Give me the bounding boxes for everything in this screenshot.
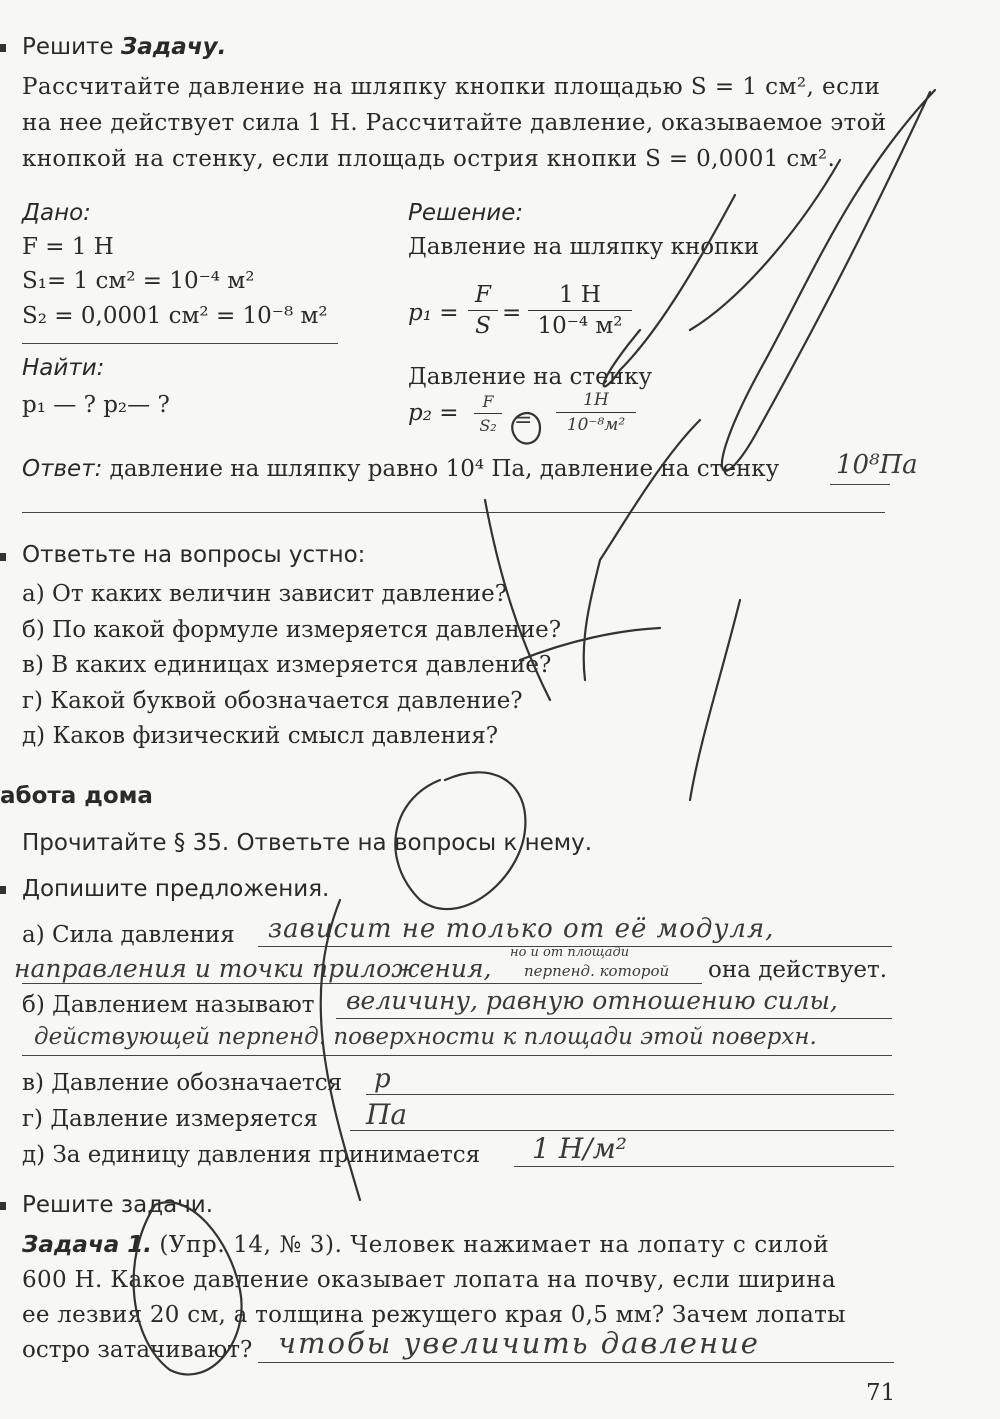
problems-heading: Решите задачи. — [22, 1192, 214, 1218]
sentence-v-handwritten: p — [374, 1064, 391, 1094]
scribble-stroke — [604, 195, 735, 386]
sentence-b-label: б) Давлением называют — [22, 992, 315, 1018]
problem1-line4: остро затачивают? — [22, 1337, 253, 1363]
problem1-handwritten: чтобы увеличить давление — [278, 1326, 760, 1360]
p2-caption: Давление на стенку — [408, 364, 652, 390]
scribble-stroke — [690, 160, 840, 330]
sentence-b-handwritten-1: величину, равную отношению силы, — [346, 986, 838, 1015]
find-label: Найти: — [22, 355, 105, 381]
sentence-v-label: в) Давление обозначается — [22, 1070, 343, 1096]
scribble-stroke — [134, 1202, 242, 1374]
sentence-b-handwritten-2: действующей перпенд. поверхности к площади этой поверхн. — [34, 1024, 817, 1050]
given-area1: S₁= 1 см² = 10⁻⁴ м² — [22, 268, 255, 294]
p2-handwritten-equals: = — [514, 408, 533, 433]
p1-formula-fraction: F S — [468, 282, 498, 339]
scribble-stroke — [520, 628, 660, 660]
sentence-a-handwritten-2: направления и точки приложения, — [14, 954, 492, 983]
homework-heading: абота дома — [0, 783, 153, 809]
solution-label: Решение: — [408, 200, 524, 226]
sentence-a-label: а) Сила давления — [22, 922, 235, 948]
scribble-stroke — [512, 413, 540, 443]
scribble-stroke — [485, 500, 550, 700]
sentence-a-handwritten-1: зависит не только от её модуля, — [268, 914, 775, 944]
problem1-line3: ее лезвия 20 см, а толщина режущего края 0,5 мм? Зачем лопаты — [22, 1302, 846, 1328]
sentence-d-handwritten: 1 Н/м² — [532, 1132, 628, 1165]
homework-read: Прочитайте § 35. Ответьте на вопросы к нему. — [22, 830, 593, 856]
scribble-stroke — [584, 420, 700, 680]
given-label: Дано: — [22, 200, 91, 226]
page-number: 71 — [866, 1380, 896, 1406]
p2-handwritten-value: 1Н 10⁻⁸м² — [556, 390, 636, 435]
task-text-line3: кнопкой на стенку, если площадь острия кнопки S = 0,0001 см². — [22, 146, 836, 172]
given-force: F = 1 Н — [22, 234, 114, 260]
oral-question: г) Какой буквой обозначается давление? — [22, 688, 523, 714]
answer-handwritten: 10⁸Па — [836, 450, 918, 480]
oral-heading: Ответьте на вопросы устно: — [22, 542, 366, 568]
p2-handwritten-formula: F S₂ — [474, 392, 502, 435]
task-text-line2: на нее действует сила 1 Н. Рассчитайте давление, оказываемое этой — [22, 110, 887, 136]
answer-row: Ответ: давление на шляпку равно 10⁴ Па, давление на стенку — [22, 456, 780, 482]
oral-question: в) В каких единицах измеряется давление? — [22, 652, 552, 678]
scribble-stroke — [395, 772, 525, 909]
task-text-line1: Рассчитайте давление на шляпку кнопки площадью S = 1 см², если — [22, 74, 881, 100]
scribble-stroke — [321, 900, 360, 1200]
sentence-d-label: д) За единицу давления принимается — [22, 1142, 481, 1168]
p1-lhs: p₁ = — [408, 300, 459, 326]
p1-value-fraction: 1 Н 10⁻⁴ м² — [528, 282, 632, 339]
oral-question: д) Каков физический смысл давления? — [22, 723, 499, 749]
task-heading: Решите Задачу. — [22, 34, 227, 60]
p1-equals: = — [502, 300, 522, 326]
sentence-g-label: г) Давление измеряется — [22, 1106, 318, 1132]
sentence-a-handwritten-note: но и от площади — [510, 945, 630, 960]
sentence-g-handwritten: Па — [366, 1098, 408, 1131]
oral-question: б) По какой формуле измеряется давление? — [22, 617, 562, 643]
problem1-line2: 600 Н. Какое давление оказывает лопата на почву, если ширина — [22, 1267, 836, 1293]
p1-caption: Давление на шляпку кнопки — [408, 234, 760, 260]
given-area2: S₂ = 0,0001 см² = 10⁻⁸ м² — [22, 303, 328, 329]
sentence-a-tail: она действует. — [708, 957, 888, 983]
oral-question: а) От каких величин зависит давление? — [22, 581, 508, 607]
problem1-line1: Задача 1. (Упр. 14, № 3). Человек нажимает на лопату с силой — [22, 1232, 830, 1258]
sentence-a-handwritten-note-2: перпенд. которой — [524, 962, 670, 980]
scribble-stroke — [722, 90, 935, 471]
p2-lhs: p₂ = — [408, 400, 459, 426]
scribble-stroke — [690, 600, 740, 800]
find-values: p₁ — ? p₂— ? — [22, 392, 170, 418]
complete-heading: Допишите предложения. — [22, 876, 330, 902]
